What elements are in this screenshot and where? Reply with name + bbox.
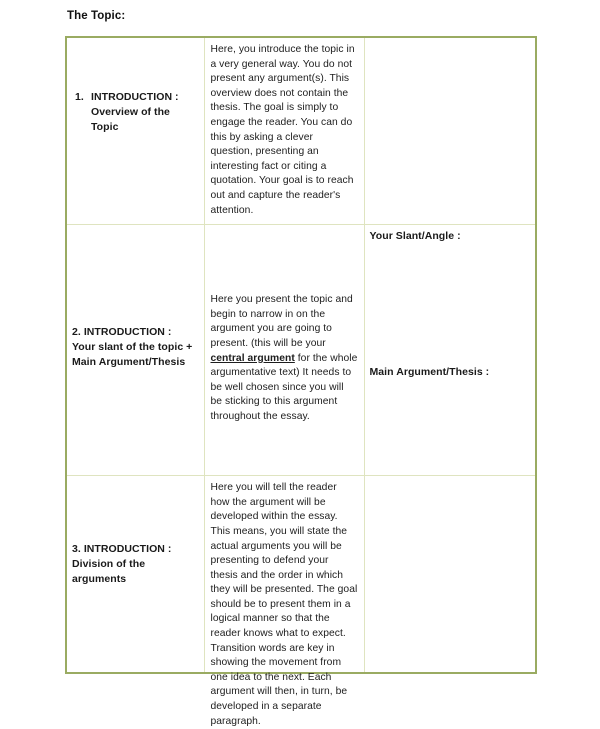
row-1-label	[75, 90, 198, 135]
note-heading-main-argument-thesis: Main Argument/Thesis :	[369, 366, 490, 379]
row-2-label: 2. INTRODUCTION : Your slant of the topic + Main Argument/Thesis	[72, 326, 193, 369]
row-3-label-cell	[66, 476, 204, 674]
row-3-notes-cell[interactable]	[364, 476, 536, 674]
row-2-body-emphasis: central argument	[210, 352, 295, 364]
page-title: The Topic:	[67, 10, 126, 22]
row-3-label: 3. INTRODUCTION : Division of the arguments	[72, 543, 172, 586]
row-1-label-cell	[66, 37, 204, 225]
row-2-body-part1: Here you present the topic and begin to narrow in on the argument you are going to present. (this will be your	[210, 294, 353, 349]
row-2-label-cell	[66, 225, 204, 476]
row-1-notes-cell[interactable]	[364, 37, 536, 225]
essay-outline-table	[65, 36, 537, 727]
table-row	[66, 225, 536, 476]
row-2-body-cell	[204, 225, 364, 476]
row-1-body-text: Here, you introduce the topic in a very general way. You do not present any argument(s). This overview does not contain the thesis. The goal is simply to engage the reader. You can do this by asking a clever question, presenting an interesting fact or citing a quotation. Your goal is to reach out and capture the reader's attention.	[210, 44, 355, 216]
row-1-body-cell	[204, 37, 364, 225]
table-row	[66, 37, 536, 225]
row-2-body-part2: for the whole argumentative text) It needs to be well chosen since you will be sticking to this argument throughout the essay.	[210, 352, 358, 422]
row-2-notes-cell[interactable]	[364, 225, 536, 476]
row-3-body-text: Here you will tell the reader how the argument will be developed within the essay. This means, you will state the actual arguments you will be presenting to defend your thesis and the order in which they will be presented. The goal should be to present them in a logical manner so that the reader knows what to expect. Transition words are key in showing the movement from one idea to the next. Each argument will then, in turn, be developed in a separate paragraph.	[210, 482, 358, 727]
row-1-number: 1.	[75, 91, 84, 103]
row-1-label-text: INTRODUCTION : Overview of the Topic	[91, 91, 179, 133]
row-2-body-text	[211, 293, 358, 424]
table-row	[66, 476, 536, 674]
note-heading-slant-angle: Your Slant/Angle :	[369, 230, 461, 243]
row-3-body-cell	[204, 476, 364, 727]
